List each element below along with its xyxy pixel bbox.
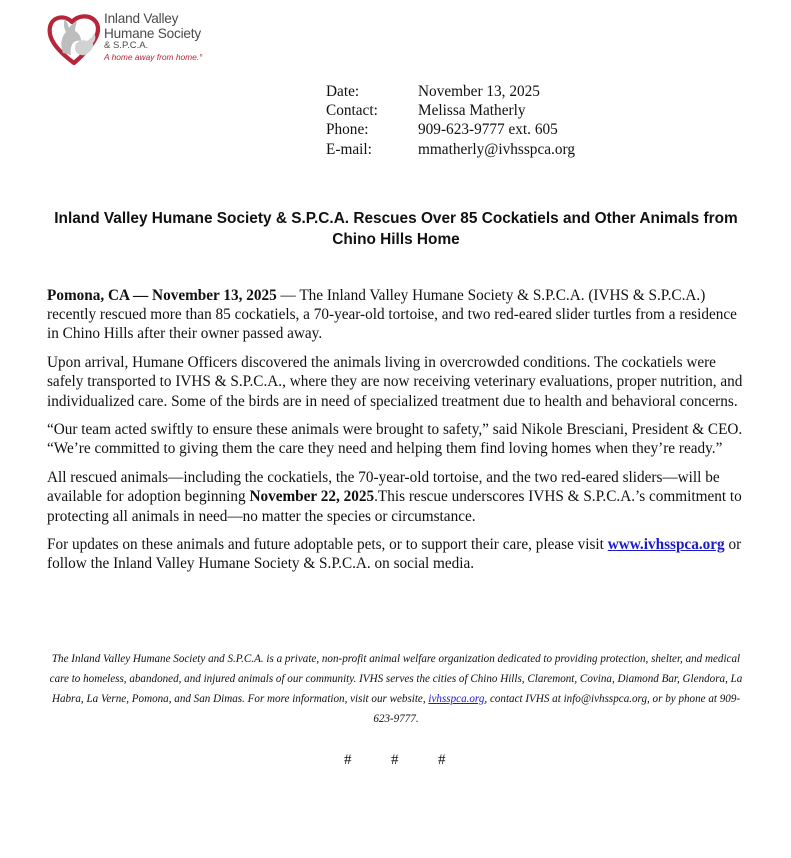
contact-label: E-mail: — [326, 140, 372, 158]
body-text: — The Inland Valley Humane Society & S.P.C.A. (IVHS & S.P.C.A.) recently rescued more than 85 cockatiels, a 70-year-old tortoise, and two red-eared slider turtles from a residence in Chino Hills after their owner passed away. — [47, 287, 737, 343]
contact-value: 909-623-9777 ext. 605 — [418, 121, 558, 139]
contact-value: mmatherly@ivhsspca.org — [418, 140, 575, 158]
contact-label: Contact: — [326, 102, 378, 120]
logo-line-3: & S.P.C.A. — [104, 40, 149, 52]
end-mark: # — [391, 752, 399, 768]
boilerplate-text: The Inland Valley Humane Society and S.P.C.A. is a private, non-profit animal welfare organization dedicated to providing protection, shelter, and medical care to homeless, abandoned, and injured animals of our community. IVHS serves the cities of Chino Hills, Claremont, Covina, Diamond Bar, Glendora, La Habra, La Verne, Pomona, and San Dimas. For more information, visit our website, — [49, 653, 743, 705]
end-mark: # — [344, 752, 352, 768]
contact-row-contact — [326, 101, 575, 120]
contact-label: Date: — [326, 83, 360, 100]
body-paragraph-4 — [47, 468, 747, 526]
dateline: Pomona, CA — November 13, 2025 — [47, 287, 277, 304]
logo-line-2: Humane Society — [104, 25, 201, 41]
adoption-date: November 22, 2025 — [249, 488, 375, 506]
contact-row-phone — [326, 120, 575, 139]
contact-label: Phone: — [326, 121, 369, 139]
organization-logo — [46, 10, 221, 68]
logo-tagline: A home away from home.° — [104, 51, 203, 62]
contact-row-email — [326, 140, 575, 159]
organization-boilerplate — [48, 649, 744, 729]
body-paragraph-2: Upon arrival, Humane Officers discovered the animals living in overcrowded conditions. The cockatiels were safely transported to IVHS & S.P.C.A., where they are now receiving veterinary evaluations, proper nutrition, and individualized care. Some of the birds are in need of specialized treatment due to health and behavioral concerns. — [47, 354, 743, 410]
website-link[interactable]: www.ivhsspca.org — [607, 536, 725, 554]
body-text: For updates on these animals and future adoptable pets, or to support their care, please visit — [47, 536, 608, 554]
end-mark: # — [438, 752, 446, 768]
body-paragraph-5 — [47, 535, 747, 573]
body-paragraph-3: “Our team acted swiftly to ensure these animals were brought to safety,” said Nikole Bresciani, President & CEO. “We’re committed to giving them the care they need and helping them find loving homes when they’re ready.” — [47, 421, 743, 458]
body-text: .This rescue underscores IVHS & S.P.C.A.’s commitment to protecting all animals in need—no matter the species or circumstance. — [47, 488, 742, 525]
logo-wordmark — [104, 12, 202, 61]
logo-line-1: Inland Valley — [104, 11, 179, 26]
body-text: or follow the Inland Valley Humane Society & S.P.C.A. on social media. — [47, 536, 742, 573]
contact-block — [326, 82, 575, 159]
contact-row-date — [326, 82, 575, 101]
contact-value: November 13, 2025 — [418, 83, 540, 100]
boilerplate-text: , contact IVHS at info@ivhsspca.org, or by phone at 909-623-9777. — [373, 693, 741, 725]
body-text: All rescued animals—including the cockatiels, the 70-year-old tortoise, and the two red-eared sliders—will be available for adoption beginning — [47, 469, 720, 506]
heart-pets-logo-icon — [46, 12, 102, 66]
body-paragraph-1 — [47, 286, 747, 344]
press-release-body — [47, 286, 747, 583]
contact-value: Melissa Matherly — [418, 102, 526, 120]
press-release-headline: Inland Valley Humane Society & S.P.C.A. Rescues Over 85 Cockatiels and Other Animals from Chino Hills Home — [54, 210, 738, 248]
boilerplate-website-link[interactable]: ivhsspca.org — [428, 693, 485, 705]
end-of-release-marks — [344, 751, 485, 770]
